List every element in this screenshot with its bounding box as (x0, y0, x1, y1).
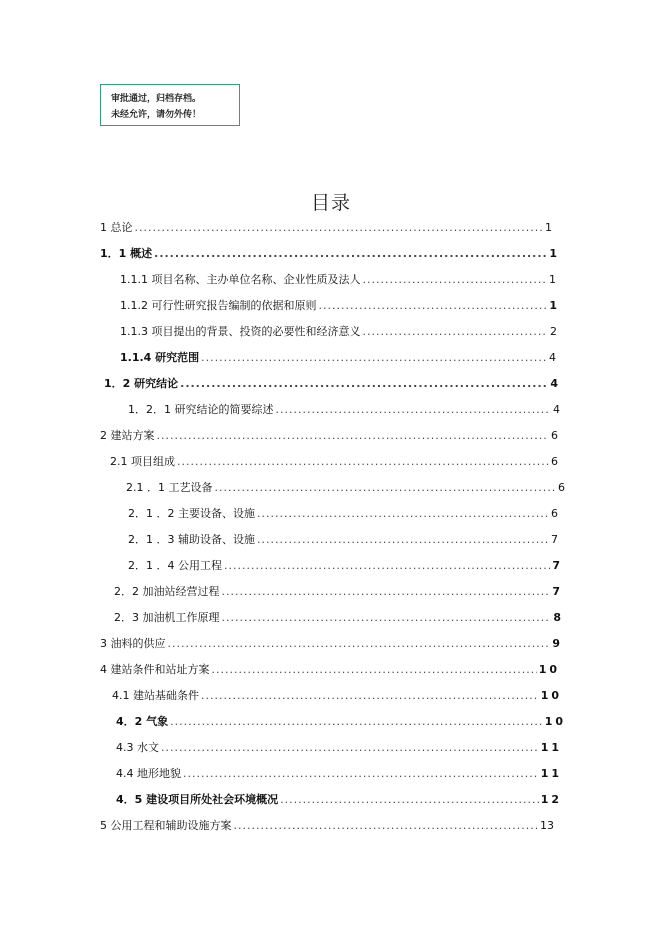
toc-entry-page: 13 (540, 819, 554, 832)
notice-line-2: 未经允许，请勿外传！ (111, 110, 202, 120)
toc-entry-label: 2.1 ．1 工艺设备 (126, 481, 213, 494)
toc-entry-label: 1．2 研究结论 (104, 377, 179, 390)
toc-entry[interactable] (100, 635, 560, 651)
toc-entry[interactable] (104, 375, 558, 391)
toc-entry-label: 4．2 气象 (116, 715, 169, 728)
toc-entry-label: 1.1.2 可行性研究报告编制的依据和原则 (120, 299, 317, 312)
toc-entry-label: 4．5 建设项目所处社会环境概况 (116, 793, 279, 806)
toc-entry-label: 4.4 地形地貌 (116, 767, 181, 780)
toc-entry-page: 8 (553, 611, 561, 624)
toc-entry-page: 1 (549, 273, 556, 286)
toc-leader-dots (222, 585, 551, 598)
confidentiality-notice-box (100, 84, 240, 126)
toc-entry-page: 6 (551, 455, 558, 468)
toc-entry-page: 7 (552, 559, 560, 572)
toc-entry[interactable] (126, 479, 565, 495)
toc-leader-dots (154, 247, 547, 260)
toc-entry[interactable] (100, 817, 554, 833)
toc-entry[interactable] (100, 427, 558, 443)
toc-leader-dots (215, 481, 557, 494)
toc-leader-dots (222, 611, 552, 624)
toc-leader-dots (257, 533, 549, 546)
toc-leader-dots (135, 221, 544, 234)
toc-entry-label: 2 建站方案 (100, 429, 155, 442)
toc-leader-dots (157, 429, 550, 442)
toc-leader-dots (234, 819, 539, 832)
toc-entry[interactable] (116, 791, 562, 807)
toc-entry[interactable] (110, 453, 558, 469)
toc-entry-page: 12 (540, 793, 562, 806)
toc-entry-label: 3 油料的供应 (100, 637, 166, 650)
toc-entry-page: 2 (550, 325, 557, 338)
toc-leader-dots (170, 715, 543, 728)
toc-entry-page: 1 (549, 299, 557, 312)
toc-entry[interactable] (120, 271, 556, 287)
toc-entry-page: 1 (545, 221, 552, 234)
toc-entry[interactable] (100, 661, 560, 677)
toc-entry[interactable] (120, 323, 557, 339)
toc-leader-dots (276, 403, 552, 416)
toc-leader-dots (180, 377, 548, 390)
toc-entry-page: 10 (544, 715, 566, 728)
toc-entry-page: 6 (551, 507, 558, 520)
toc-entry-page: 4 (550, 377, 558, 390)
toc-entry[interactable] (120, 297, 557, 313)
toc-entry-label: 1．1 概述 (100, 247, 153, 260)
toc-entry[interactable] (128, 401, 560, 417)
toc-leader-dots (362, 273, 547, 286)
toc-entry-label: 2.1 项目组成 (110, 455, 175, 468)
toc-leader-dots (257, 507, 549, 520)
toc-entry-page: 7 (551, 533, 558, 546)
toc-entry-label: 2．1 ．3 辅助设备、设施 (128, 533, 255, 546)
toc-leader-dots (183, 767, 539, 780)
toc-entry[interactable] (114, 609, 561, 625)
toc-entry-page: 4 (549, 351, 556, 364)
toc-entry-page: 11 (540, 741, 562, 754)
toc-leader-dots (318, 299, 547, 312)
toc-entry[interactable] (116, 713, 566, 729)
toc-entry-label: 1 总论 (100, 221, 133, 234)
toc-entry-label: 5 公用工程和辅助设施方案 (100, 819, 232, 832)
toc-entry-page: 11 (540, 767, 562, 780)
toc-title: 目录 (310, 192, 351, 214)
toc-entry-page: 4 (553, 403, 560, 416)
toc-entry[interactable] (112, 687, 562, 703)
toc-entry[interactable] (114, 583, 560, 599)
toc-entry[interactable] (120, 349, 556, 365)
toc-entry-label: 2．3 加油机工作原理 (114, 611, 220, 624)
toc-entry-label: 2．2 加油站经营过程 (114, 585, 220, 598)
toc-entry-page: 10 (538, 663, 560, 676)
toc-entry[interactable] (128, 505, 558, 521)
notice-line-1: 审批通过，归档存档。 (111, 94, 202, 104)
toc-entry-label: 1．2．1 研究结论的简要综述 (128, 403, 274, 416)
toc-leader-dots (362, 325, 548, 338)
toc-entry[interactable] (100, 245, 557, 261)
toc-entry[interactable] (116, 765, 562, 781)
toc-entry[interactable] (128, 557, 560, 573)
toc-leader-dots (224, 559, 550, 572)
toc-entry-label: 2．1 ．4 公用工程 (128, 559, 222, 572)
toc-leader-dots (201, 689, 539, 702)
toc-leader-dots (177, 455, 549, 468)
toc-entry-label: 1.1.1 项目名称、主办单位名称、企业性质及法人 (120, 273, 361, 286)
toc-entry-label: 4.1 建站基础条件 (112, 689, 199, 702)
toc-entry[interactable] (128, 531, 558, 547)
toc-entry-page: 6 (551, 429, 558, 442)
toc-leader-dots (280, 793, 539, 806)
toc-entry-page: 6 (558, 481, 565, 494)
toc-entry-label: 1.1.4 研究范围 (120, 351, 200, 364)
toc-leader-dots (212, 663, 537, 676)
toc-entry-label: 4.3 水文 (116, 741, 159, 754)
toc-entry-label: 1.1.3 项目提出的背景、投资的必要性和经济意义 (120, 325, 361, 338)
toc-entry-page: 9 (552, 637, 560, 650)
toc-entry-label: 4 建站条件和站址方案 (100, 663, 210, 676)
toc-leader-dots (161, 741, 539, 754)
toc-leader-dots (168, 637, 551, 650)
toc-entry[interactable] (100, 219, 552, 235)
toc-leader-dots (201, 351, 547, 364)
toc-entry-page: 10 (540, 689, 562, 702)
toc-entry-page: 7 (552, 585, 560, 598)
toc-entry[interactable] (116, 739, 562, 755)
toc-entry-label: 2．1 ．2 主要设备、设施 (128, 507, 255, 520)
toc-entry-page: 1 (549, 247, 557, 260)
